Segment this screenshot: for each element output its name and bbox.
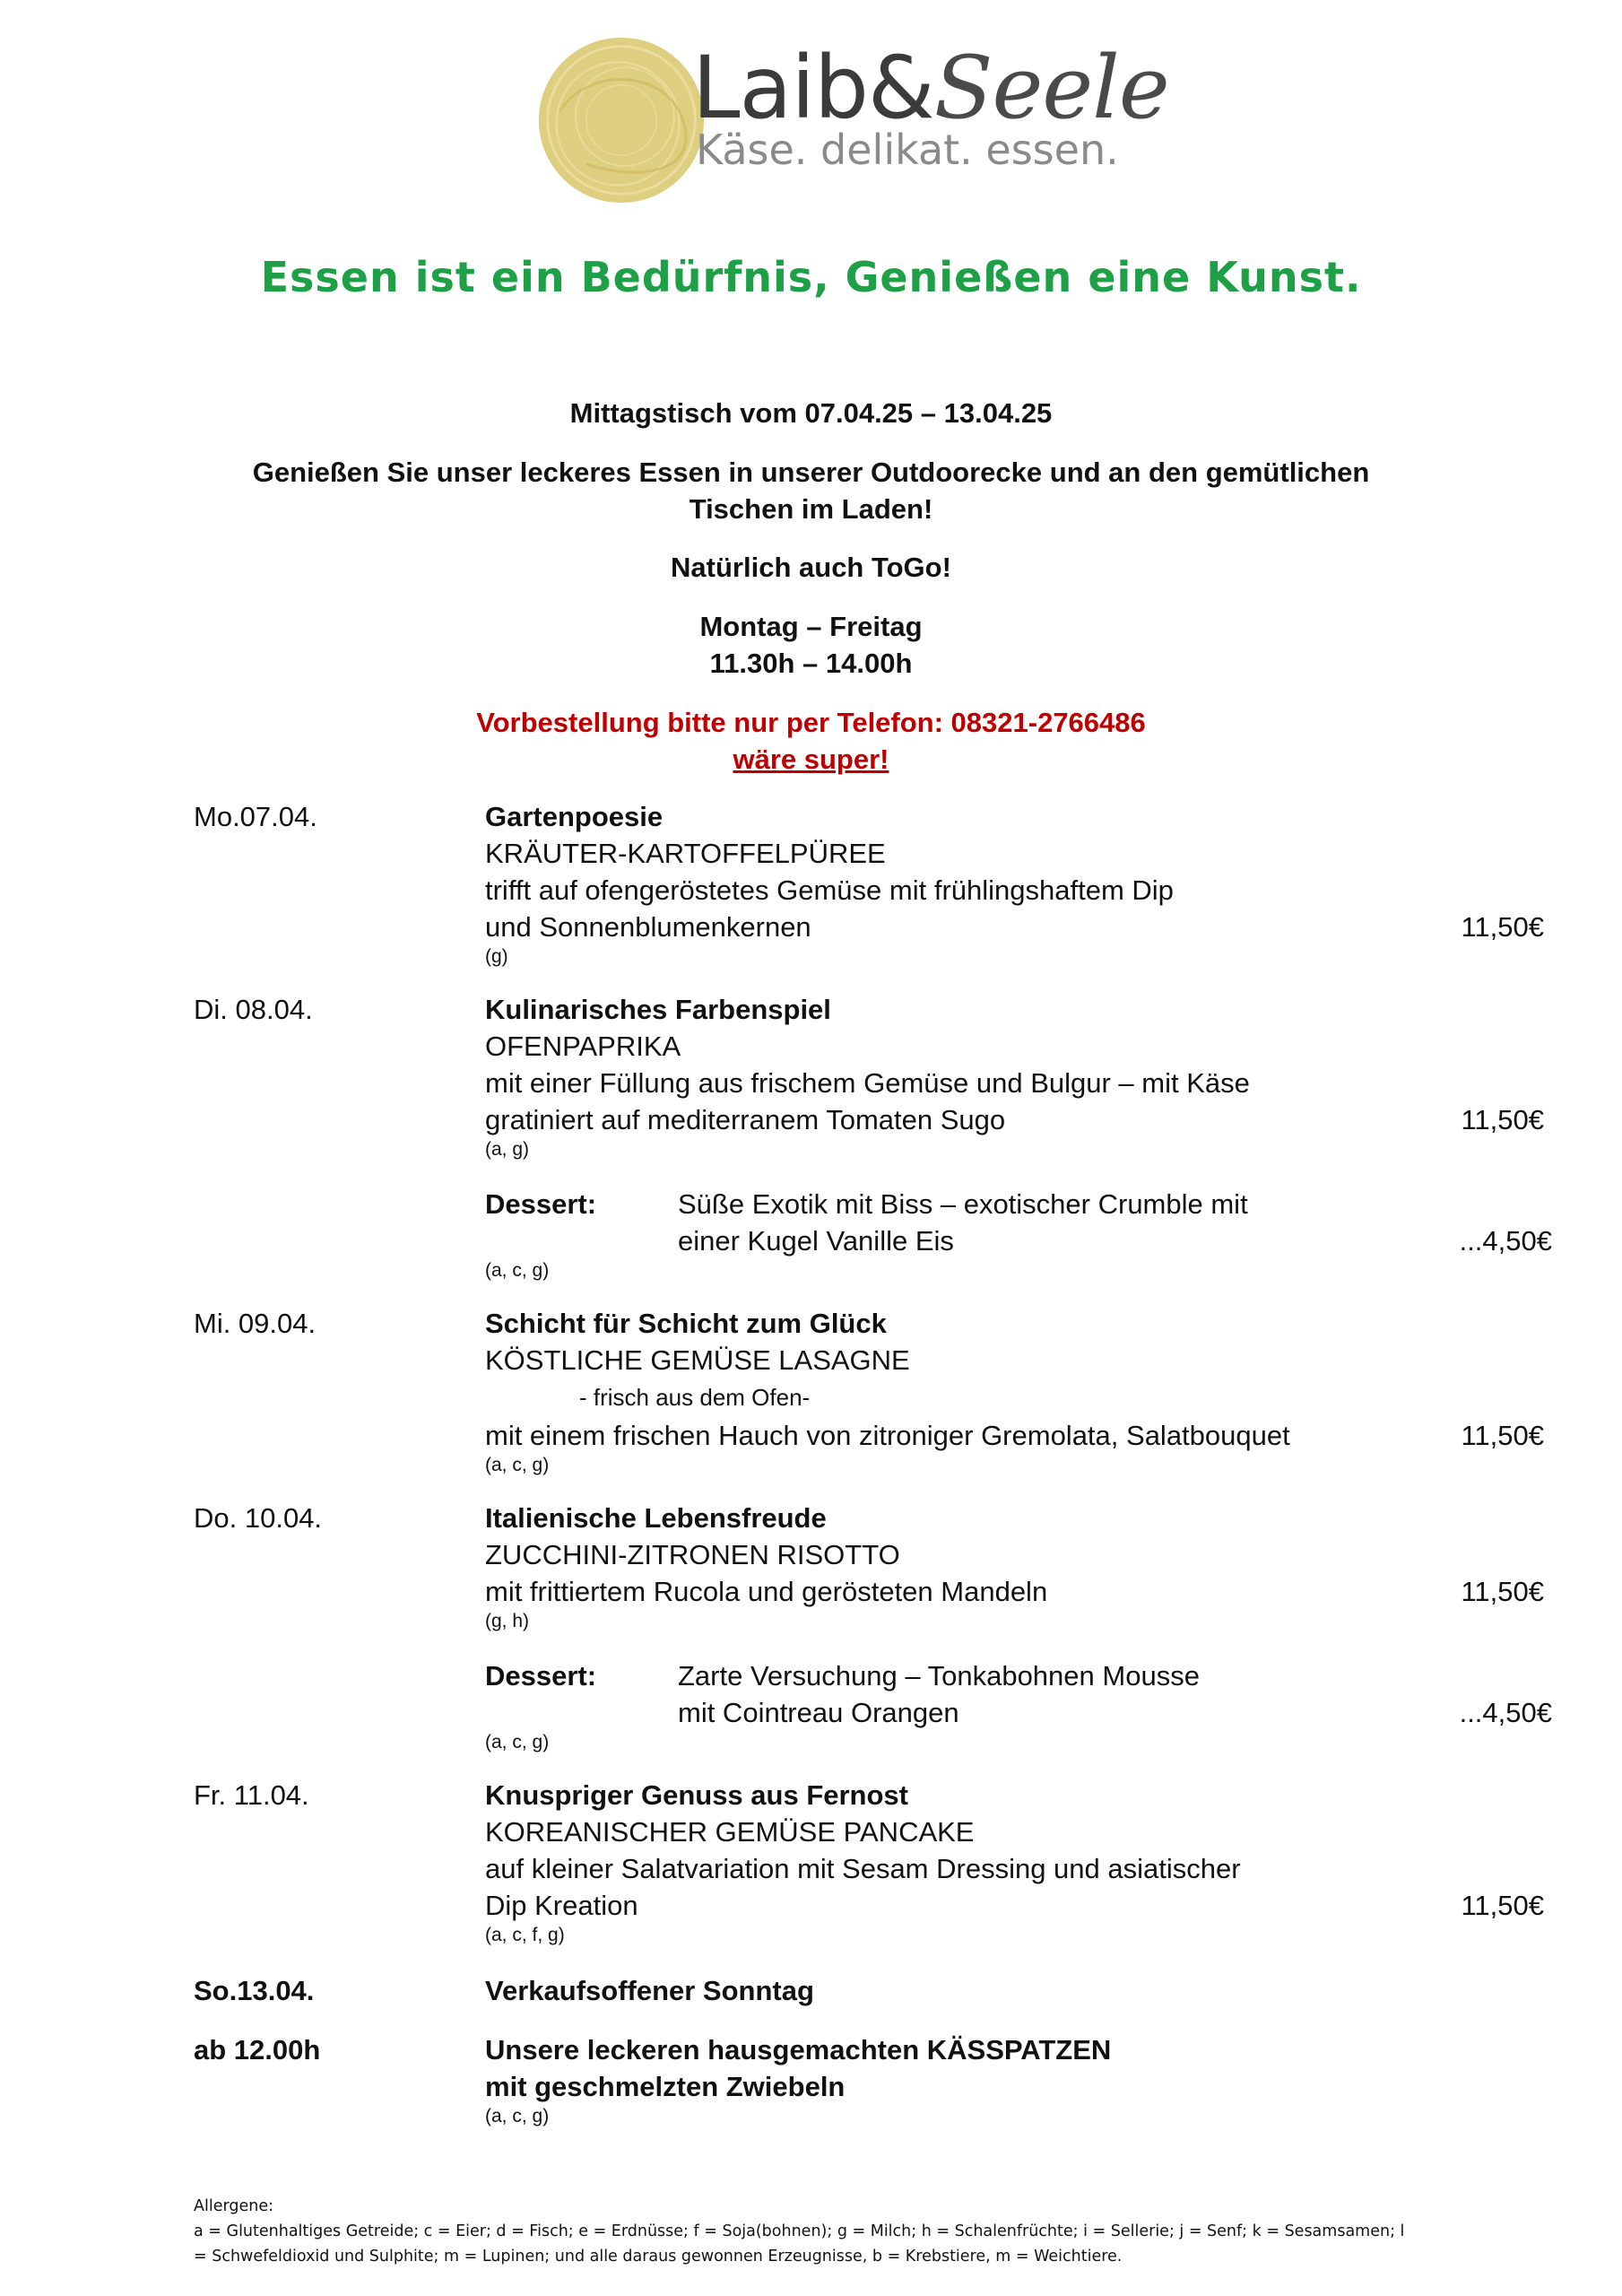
- dish-desc-thursday-1: mit frittiertem Rucola und gerösteten Mandeln: [485, 1576, 1048, 1607]
- dessert-price-thursday: ...4,50€: [1459, 1697, 1552, 1728]
- order-phone: Vorbestellung bitte nur per Telefon: 08321-2766486: [476, 707, 1146, 738]
- dish-title-friday: Knuspriger Genuss aus Fernost: [485, 1779, 908, 1811]
- dessert-price-tuesday: ...4,50€: [1459, 1225, 1552, 1257]
- intro-line2: Tischen im Laden!: [689, 493, 933, 525]
- date-wednesday: Mi. 09.04.: [194, 1308, 317, 1339]
- date-tuesday: Di. 08.04.: [194, 994, 313, 1025]
- intro-line1: Genießen Sie unser leckeres Essen in unserer Outdoorecke und an den gemütlichen: [252, 457, 1370, 488]
- dish-desc-friday-1: auf kleiner Salatvariation mit Sesam Dressing und asiatischer: [485, 1853, 1241, 1884]
- price-wednesday: 11,50€: [1461, 1420, 1544, 1451]
- dish-desc-tuesday-2: gratiniert auf mediterranem Tomaten Sugo: [485, 1104, 1006, 1135]
- dessert-allergens-tuesday: (a, c, g): [485, 1260, 550, 1281]
- dish-name-monday: KRÄUTER-KARTOFFELPÜREE: [485, 838, 886, 869]
- dish-note-wednesday: - frisch aus dem Ofen-: [579, 1384, 811, 1411]
- opening-hours: 11.30h – 14.00h: [709, 648, 913, 679]
- logo-mark: [533, 32, 709, 208]
- price-thursday: 11,50€: [1461, 1576, 1544, 1607]
- dish-title-thursday: Italienische Lebensfreude: [485, 1502, 827, 1534]
- price-tuesday: 11,50€: [1461, 1104, 1544, 1135]
- dessert-desc-tuesday-2: einer Kugel Vanille Eis: [678, 1225, 954, 1257]
- date-sunday: So.13.04.: [194, 1975, 315, 2006]
- allergens-sunday: (a, c, g): [485, 2106, 550, 2126]
- togo-note: Natürlich auch ToGo!: [671, 552, 951, 583]
- dish-desc-monday-2: und Sonnenblumenkernen: [485, 911, 811, 943]
- price-monday: 11,50€: [1461, 911, 1544, 943]
- order-note: wäre super!: [733, 744, 889, 775]
- logo-tagline: Käse. delikat. essen.: [696, 126, 1119, 174]
- dish-desc-sunday-2: mit geschmelzten Zwiebeln: [485, 2071, 846, 2102]
- dish-title-tuesday: Kulinarisches Farbenspiel: [485, 994, 831, 1025]
- dish-desc-tuesday-1: mit einer Füllung aus frischem Gemüse und Bulgur – mit Käse: [485, 1067, 1250, 1099]
- logo-wordmark: Laib&Seele: [692, 38, 1169, 138]
- price-friday: 11,50€: [1461, 1890, 1544, 1921]
- dish-name-friday: KOREANISCHER GEMÜSE PANCAKE: [485, 1816, 975, 1848]
- allergen-legend: [194, 2194, 1539, 2269]
- date-friday: Fr. 11.04.: [194, 1779, 309, 1811]
- allergens-thursday: (g, h): [485, 1611, 530, 1631]
- time-sunday: ab 12.00h: [194, 2034, 321, 2066]
- menu-period: Mittagstisch vom 07.04.25 – 13.04.25: [569, 397, 1053, 429]
- dish-name-thursday: ZUCCHINI-ZITRONEN RISOTTO: [485, 1539, 900, 1570]
- allergens-tuesday: (a, g): [485, 1139, 530, 1160]
- dessert-desc-thursday-2: mit Cointreau Orangen: [678, 1697, 959, 1728]
- date-monday: Mo.07.04.: [194, 801, 317, 832]
- dessert-label-thursday: Dessert:: [485, 1660, 597, 1692]
- dessert-label-tuesday: Dessert:: [485, 1188, 597, 1220]
- allergen-legend-line2: = Schwefeldioxid und Sulphite; m = Lupinen; und alle daraus gewonnen Erzeugnisse, b = Krebstiere, m = Weichtiere.: [194, 2248, 1123, 2266]
- dish-title-sunday: Verkaufsoffener Sonntag: [485, 1975, 814, 2006]
- dish-title-monday: Gartenpoesie: [485, 801, 664, 832]
- dessert-desc-thursday-1: Zarte Versuchung – Tonkabohnen Mousse: [678, 1660, 1200, 1692]
- dish-name-wednesday: KÖSTLICHE GEMÜSE LASAGNE: [485, 1344, 910, 1376]
- dessert-allergens-thursday: (a, c, g): [485, 1732, 550, 1752]
- dish-name-tuesday: OFENPAPRIKA: [485, 1031, 681, 1062]
- allergen-legend-line1: a = Glutenhaltiges Getreide; c = Eier; d = Fisch; e = Erdnüsse; f = Soja(bohnen); g = Milch; h = Schalenfrüchte; i = Sellerie; j = Senf; k = Sesamsamen; l: [194, 2222, 1405, 2240]
- slogan: Essen ist ein Bedürfnis, Genießen eine Kunst.: [260, 253, 1362, 301]
- dessert-desc-tuesday-1: Süße Exotik mit Biss – exotischer Crumble mit: [678, 1188, 1248, 1220]
- dish-desc-friday-2: Dip Kreation: [485, 1890, 638, 1921]
- allergens-wednesday: (a, c, g): [485, 1455, 550, 1475]
- allergens-friday: (a, c, f, g): [485, 1925, 565, 1945]
- dish-title-wednesday: Schicht für Schicht zum Glück: [485, 1308, 887, 1339]
- dish-desc-sunday-1: Unsere leckeren hausgemachten KÄSSPATZEN: [485, 2034, 1112, 2066]
- dish-desc-monday-1: trifft auf ofengeröstetes Gemüse mit frühlingshaftem Dip: [485, 874, 1174, 906]
- dish-desc-wednesday-1: mit einem frischen Hauch von zitroniger Gremolata, Salatbouquet: [485, 1420, 1290, 1451]
- opening-days: Montag – Freitag: [699, 611, 923, 642]
- date-thursday: Do. 10.04.: [194, 1502, 323, 1534]
- allergens-monday: (g): [485, 946, 508, 967]
- allergen-legend-heading: Allergene:: [194, 2197, 273, 2215]
